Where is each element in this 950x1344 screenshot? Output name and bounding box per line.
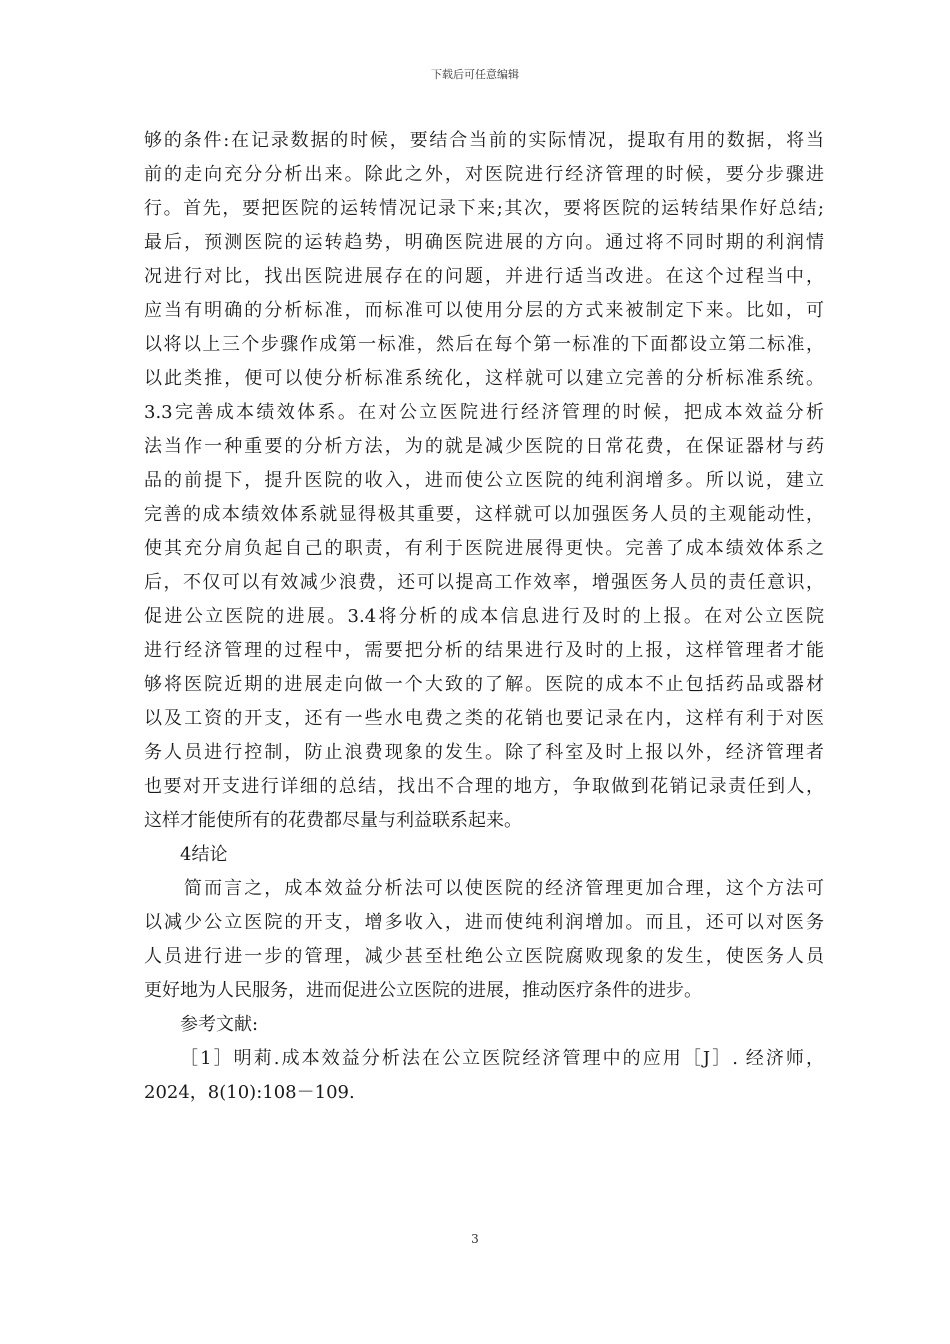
- section-heading: 4结论: [180, 844, 228, 865]
- paragraph-line: 以此类推，便可以使分析标准系统化，这样就可以建立完善的分析标准系统。: [144, 368, 824, 389]
- paragraph-line: 最后，预测医院的运转趋势，明确医院进展的方向。通过将不同时期的利润情: [144, 232, 824, 253]
- paragraph-line: 这样才能使所有的花费都尽量与利益联系起来。: [144, 810, 522, 831]
- conclusion-line: 人员进行进一步的管理，减少甚至杜绝公立医院腐败现象的发生，使医务人员: [144, 946, 824, 967]
- paragraph-line: 法当作一种重要的分析方法，为的就是减少医院的日常花费，在保证器材与药: [144, 436, 824, 457]
- conclusion-line: 简而言之，成本效益分析法可以使医院的经济管理更加合理，这个方法可: [184, 878, 824, 899]
- reference-line: ［1］明莉.成本效益分析法在公立医院经济管理中的应用［J］. 经济师，: [180, 1048, 824, 1069]
- body-text: [144, 124, 824, 1110]
- conclusion-line: 以减少公立医院的开支，增多收入，进而使纯利润增加。而且，还可以对医务: [144, 912, 824, 933]
- paragraph-line: 以将以上三个步骤作成第一标准，然后在每个第一标准的下面都设立第二标准，: [144, 334, 824, 355]
- paragraph-line: 以及工资的开支，还有一些水电费之类的花销也要记录在内，这样有利于对医: [144, 708, 824, 729]
- conclusion-line: 更好地为人民服务，进而促进公立医院的进展，推动医疗条件的进步。: [144, 980, 702, 1001]
- paragraph-line: 完善的成本绩效体系就显得极其重要，这样就可以加强医务人员的主观能动性，: [144, 504, 824, 525]
- paragraph-line: 前的走向充分分析出来。除此之外，对医院进行经济管理的时候，要分步骤进: [144, 164, 824, 185]
- paragraph-line: 够将医院近期的进展走向做一个大致的了解。医院的成本不止包括药品或器材: [144, 674, 824, 695]
- page-header-note: 下载后可任意编辑: [431, 68, 519, 81]
- paragraph-line: 使其充分肩负起自己的职责，有利于医院进展得更快。完善了成本绩效体系之: [144, 538, 824, 559]
- paragraph-line: 够的条件:在记录数据的时候，要结合当前的实际情况，提取有用的数据，将当: [144, 130, 824, 151]
- paragraph-line: 进行经济管理的过程中，需要把分析的结果进行及时的上报，这样管理者才能: [144, 640, 824, 661]
- paragraph-line: 品的前提下，提升医院的收入，进而使公立医院的纯利润增多。所以说，建立: [144, 470, 824, 491]
- paragraph-line: 也要对开支进行详细的总结，找出不合理的地方，争取做到花销记录责任到人，: [144, 776, 824, 797]
- paragraph-line: 应当有明确的分析标准，而标准可以使用分层的方式来被制定下来。比如，可: [144, 300, 824, 321]
- reference-line: 2024，8(10):108－109.: [144, 1082, 355, 1103]
- paragraph-line: 况进行对比，找出医院进展存在的问题，并进行适当改进。在这个过程当中，: [144, 266, 824, 287]
- paragraph-line: 务人员进行控制，防止浪费现象的发生。除了科室及时上报以外，经济管理者: [144, 742, 824, 763]
- paragraph-line: 促进公立医院的进展。3.4将分析的成本信息进行及时的上报。在对公立医院: [144, 606, 824, 627]
- page-number: 3: [471, 1232, 479, 1246]
- paragraph-line: 后，不仅可以有效减少浪费，还可以提高工作效率，增强医务人员的责任意识，: [144, 572, 824, 593]
- paragraph-line: 行。首先，要把医院的运转情况记录下来;其次，要将医院的运转结果作好总结;: [144, 198, 824, 219]
- references-heading: 参考文献:: [180, 1014, 259, 1035]
- paragraph-line: 3.3完善成本绩效体系。在对公立医院进行经济管理的时候，把成本效益分析: [144, 402, 824, 423]
